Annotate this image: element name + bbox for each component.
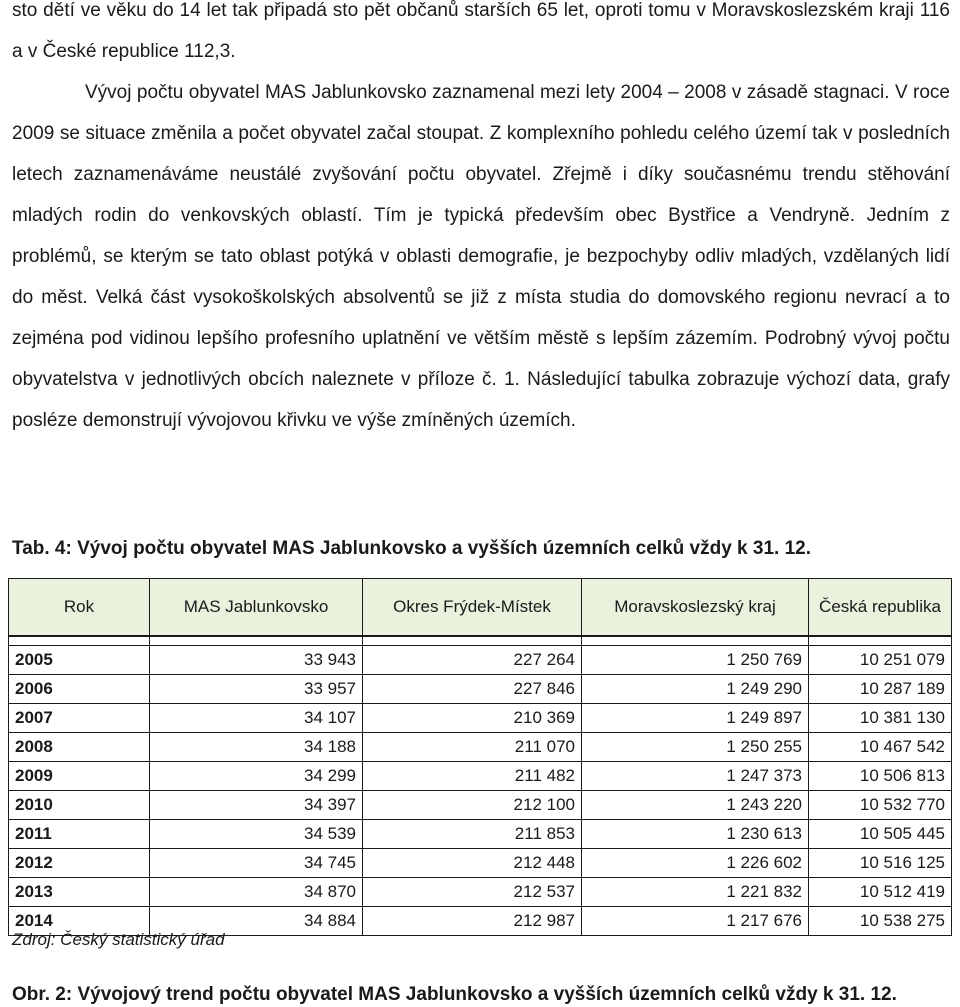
- table-cell-year: 2011: [9, 820, 150, 849]
- column-header-year: Rok: [9, 579, 150, 637]
- table-cell-value: 1 221 832: [582, 878, 809, 907]
- table-cell-value: 10 538 275: [809, 907, 952, 936]
- table-cell-year: 2014: [9, 907, 150, 936]
- table-row: [9, 762, 952, 791]
- table-cell-year: 2005: [9, 646, 150, 675]
- table-cell-value: 34 870: [150, 878, 363, 907]
- table-cell-value: 33 957: [150, 675, 363, 704]
- column-header-mas: MAS Jablunkovsko: [150, 579, 363, 637]
- table-spacer-row: [9, 636, 952, 646]
- table-cell-value: 210 369: [363, 704, 582, 733]
- table-cell-year: 2009: [9, 762, 150, 791]
- table-cell-value: 1 247 373: [582, 762, 809, 791]
- table-row: [9, 791, 952, 820]
- table-cell-value: 1 230 613: [582, 820, 809, 849]
- table-cell-value: 1 250 769: [582, 646, 809, 675]
- table-row: [9, 646, 952, 675]
- table-cell-value: 10 381 130: [809, 704, 952, 733]
- table-cell-value: 1 243 220: [582, 791, 809, 820]
- table-cell-year: 2007: [9, 704, 150, 733]
- table-cell-value: 211 853: [363, 820, 582, 849]
- figure-caption: Obr. 2: Vývojový trend počtu obyvatel MAS Jablunkovsko a vyšších územních celků vždy k 31. 12.: [12, 984, 897, 1005]
- table-cell-value: 34 745: [150, 849, 363, 878]
- table-cell-value: 10 516 125: [809, 849, 952, 878]
- table-row: [9, 704, 952, 733]
- table-cell-value: 212 448: [363, 849, 582, 878]
- table-caption: Tab. 4: Vývoj počtu obyvatel MAS Jablunkovsko a vyšších územních celků vždy k 31. 12.: [12, 538, 811, 559]
- column-header-district: Okres Frýdek-Místek: [363, 579, 582, 637]
- table-cell-value: 34 188: [150, 733, 363, 762]
- table-cell-value: 34 884: [150, 907, 363, 936]
- table-cell-value: 10 287 189: [809, 675, 952, 704]
- table-row: [9, 878, 952, 907]
- table-row: [9, 849, 952, 878]
- table-cell-year: 2006: [9, 675, 150, 704]
- table-header-row: [9, 579, 952, 637]
- table-cell-value: 34 107: [150, 704, 363, 733]
- table-cell-value: 10 467 542: [809, 733, 952, 762]
- table-source: Zdroj: Český statistický úřad: [12, 930, 225, 949]
- table-cell-value: 212 537: [363, 878, 582, 907]
- table-cell-value: 211 070: [363, 733, 582, 762]
- table-cell-value: 34 397: [150, 791, 363, 820]
- table-cell-year: 2008: [9, 733, 150, 762]
- table-cell-value: 1 226 602: [582, 849, 809, 878]
- table-row: [9, 820, 952, 849]
- column-header-region: Moravskoslezský kraj: [582, 579, 809, 637]
- table-cell-value: 10 532 770: [809, 791, 952, 820]
- table-cell-value: 212 987: [363, 907, 582, 936]
- table-cell-value: 1 217 676: [582, 907, 809, 936]
- table-cell-value: 1 249 897: [582, 704, 809, 733]
- table-cell-value: 227 846: [363, 675, 582, 704]
- table-cell-value: 227 264: [363, 646, 582, 675]
- table-cell-value: 212 100: [363, 791, 582, 820]
- table-cell-value: 34 299: [150, 762, 363, 791]
- column-header-country: Česká republika: [809, 579, 952, 637]
- table-cell-value: 10 512 419: [809, 878, 952, 907]
- population-table: [8, 578, 952, 936]
- table-cell-value: 1 249 290: [582, 675, 809, 704]
- paragraph-population-trend: Vývoj počtu obyvatel MAS Jablunkovsko zaznamenal mezi lety 2004 – 2008 v zásadě stagnaci. V roce 2009 se situace změnila a počet obyvatel začal stoupat. Z komplexního pohledu celého území tak v posledních letech zaznamenáváme neustálé zvyšování počtu obyvatel. Zřejmě i díky současnému trendu stěhování mladých rodin do venkovských oblastí. Tím je typická především obec Bystřice a Vendryně. Jedním z problémů, se kterým se tato oblast potýká v oblasti demografie, je bezpochyby odliv mladých, vzdělaných lidí do měst. Velká část vysokoškolských absolventů se již z místa studia do domovského regionu nevrací a to zejména pod vidinou lepšího profesního uplatnění ve větším městě s lepším zázemím. Podrobný vývoj počtu obyvatelstva v jednotlivých obcích naleznete v příloze č. 1. Následující tabulka zobrazuje výchozí data, grafy posléze demonstrují vývojovou křivku ve výše zmíněných územích.: [12, 82, 950, 431]
- table-row: [9, 675, 952, 704]
- table-body: [9, 636, 952, 936]
- table-cell-value: 1 250 255: [582, 733, 809, 762]
- table-row: [9, 733, 952, 762]
- table-cell-year: 2013: [9, 878, 150, 907]
- paragraph-intro: sto dětí ve věku do 14 let tak připadá sto pět občanů starších 65 let, oproti tomu v Moravskoslezském kraji 116 a v České republice 112,3.: [12, 0, 950, 62]
- table-cell-value: 34 539: [150, 820, 363, 849]
- table-cell-value: 10 251 079: [809, 646, 952, 675]
- table-cell-year: 2010: [9, 791, 150, 820]
- table-cell-year: 2012: [9, 849, 150, 878]
- table-cell-value: 10 505 445: [809, 820, 952, 849]
- table-cell-value: 33 943: [150, 646, 363, 675]
- table-cell-value: 10 506 813: [809, 762, 952, 791]
- table-cell-value: 211 482: [363, 762, 582, 791]
